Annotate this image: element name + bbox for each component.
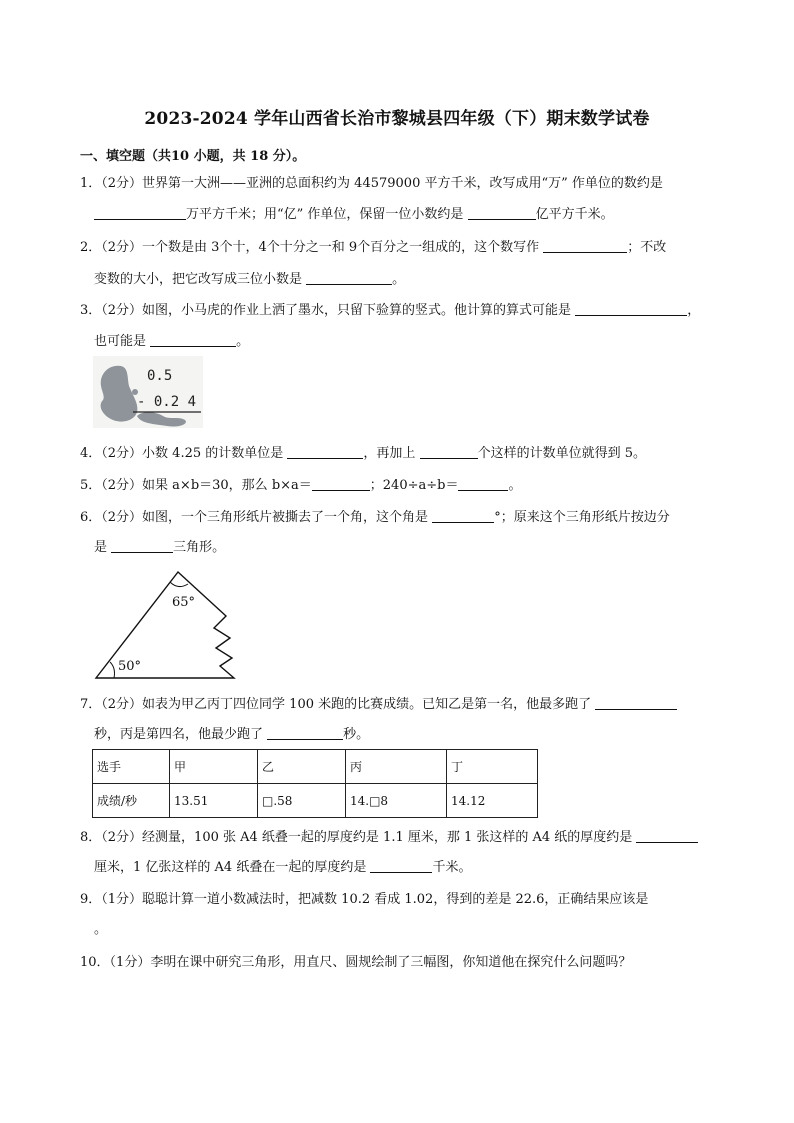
q4-line: 4．（2分）小数 4.25 的计数单位是 ，再加上 个这样的计数单位就得到 5。: [80, 446, 646, 461]
q9-line2: 。: [94, 922, 108, 937]
angle-50-label: 50°: [118, 659, 142, 674]
q3-blank-2[interactable]: [150, 334, 236, 347]
angle-65-label: 65°: [172, 595, 196, 610]
q7-blank-1[interactable]: [595, 697, 677, 710]
section-heading: 一、填空题（共10 小题，共 18 分）。: [80, 149, 306, 164]
q3-blank-1[interactable]: [575, 303, 687, 316]
fig-subtrahend: - 0.2 4: [137, 394, 197, 410]
q1-blank-2[interactable]: [468, 207, 536, 220]
q10-line1: 10．（1分）李明在课中研究三角形，用直尺、圆规绘制了三幅图，你知道他在探究什么问题吗？: [80, 955, 632, 970]
q2-blank-2[interactable]: [306, 272, 392, 285]
q8-line2: 厘米，1 亿张这样的 A4 纸叠在一起的厚度约是 千米。: [94, 860, 472, 875]
q1-line2: 万平方千米；用“亿” 作单位，保留一位小数约是 亿平方千米。: [94, 207, 614, 223]
q8-blank-1[interactable]: [636, 830, 698, 843]
torn-triangle-figure: [92, 566, 242, 682]
table-cell: 14.□8: [346, 784, 447, 818]
table-cell: 成绩/秒: [93, 784, 170, 818]
q4-blank-2[interactable]: [420, 446, 478, 459]
table-row: [93, 784, 538, 818]
q6-line2: 是 三角形。: [94, 540, 226, 555]
table-cell: 13.51: [170, 784, 258, 818]
q7-blank-2[interactable]: [267, 727, 343, 740]
q5-line: 5．（2分）如果 a×b＝30，那么 b×a＝ ；240÷a÷b＝ 。: [80, 478, 522, 493]
table-cell: 甲: [170, 750, 258, 784]
q9-line1: 9．（1分）聪聪计算一道小数减法时，把减数 10.2 看成 1.02，得到的差是 22.6，正确结果应该是: [80, 892, 649, 907]
table-cell: 选手: [93, 750, 170, 784]
q6-line1: 6．（2分）如图，一个三角形纸片被撕去了一个角，这个角是 °；原来这个三角形纸片按边分: [80, 510, 670, 525]
table-cell: □.58: [258, 784, 346, 818]
scores-table: [92, 749, 538, 818]
q2-line1: 2．（2分）一个数是由 3个十，4个十分之一和 9个百分之一组成的，这个数写作 ；不改: [80, 240, 667, 255]
table-cell: 丙: [346, 750, 447, 784]
q1-blank-1[interactable]: [94, 207, 186, 220]
q5-blank-2[interactable]: [458, 478, 508, 491]
page-title: 2023-2024 学年山西省长治市黎城县四年级（下）期末数学试卷: [144, 109, 650, 129]
q7-line1: 7．（2分）如表为甲乙丙丁四位同学 100 米跑的比赛成绩。已知乙是第一名，他最多跑了: [80, 697, 677, 713]
q6-blank-1[interactable]: [432, 510, 494, 523]
q3-line2: 也可能是 。: [94, 334, 250, 349]
q2-blank-1[interactable]: [543, 240, 627, 253]
q6-blank-2[interactable]: [111, 540, 173, 553]
q8-line1: 8．（2分）经测量，100 张 A4 纸叠一起的厚度约是 1.1 厘米，那 1 张这样的 A4 纸的厚度约是: [80, 830, 698, 846]
fig-minuend: 0.5: [147, 368, 173, 384]
q1-line1: 1．（2分）世界第一大洲——亚洲的总面积约为 44579000 平方千米，改写成用“万” 作单位的数约是: [80, 176, 663, 191]
ink-stain-figure: [93, 356, 203, 428]
table-row: [93, 750, 538, 784]
table-cell: 乙: [258, 750, 346, 784]
q5-blank-1[interactable]: [312, 478, 370, 491]
q3-line1: 3．（2分）如图，小马虎的作业上洒了墨水，只留下验算的竖式。他计算的算式可能是 ，: [80, 303, 701, 318]
q4-blank-1[interactable]: [287, 446, 363, 459]
q8-blank-2[interactable]: [370, 860, 432, 873]
table-cell: 14.12: [447, 784, 538, 818]
q7-line2: 秒，丙是第四名，他最少跑了 秒。: [94, 727, 370, 742]
q2-line2: 变数的大小，把它改写成三位小数是 。: [94, 272, 406, 287]
table-cell: 丁: [447, 750, 538, 784]
